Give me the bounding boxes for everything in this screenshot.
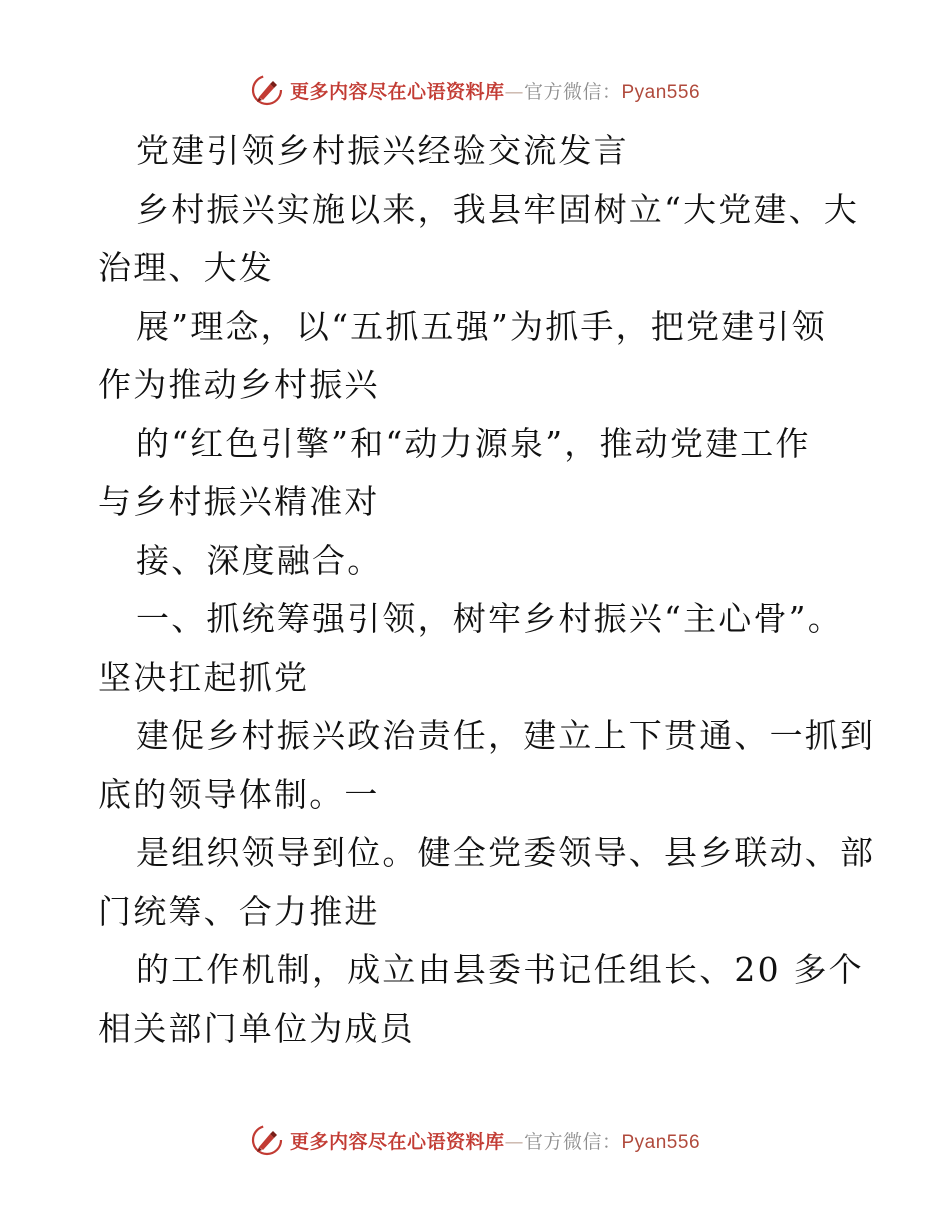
text-line: 是组织领导到位。健全党委领导、县乡联动、部 [136,833,876,872]
text-line: 展”理念，以“五抓五强”为抓手，把党建引领 [136,306,827,346]
watermark-main: 更多内容尽在心语资料库 [289,1130,505,1153]
header-watermark [0,70,950,110]
watermark-sub: 官方微信： [523,80,622,103]
watermark-sub: 官方微信： [523,1130,622,1153]
text-line: 底的领导体制。一 [98,774,380,814]
watermark-text [290,1127,700,1154]
text-line: 建促乡村振兴政治责任，建立上下贯通、一抓到 [136,716,876,755]
watermark-id: Pyan556 [621,81,701,103]
text-line: 接、深度融合。 [136,540,383,580]
text-line: 的“红色引擎”和“动力源泉”，推动党建工作 [136,423,811,463]
text-line: 党建引领乡村振兴经验交流发言 [136,131,629,170]
red-flame-pen-logo-icon [250,73,284,107]
text-line: 门统筹、合力推进 [98,891,380,931]
watermark-dash: — [504,1130,524,1153]
text-line: 一、抓统筹强引领，树牢乡村振兴“主心骨”。 [136,599,843,638]
text-line: 坚决扛起抓党 [98,657,310,697]
text-line: 相关部门单位为成员 [98,1008,415,1048]
text-line: 作为推动乡村振兴 [98,365,380,404]
document-body [98,122,876,1058]
text-line: 治理、大发 [98,248,274,287]
watermark-dash: — [504,80,524,103]
text-line: 的工作机制，成立由县委书记任组长、20 多个 [136,950,864,989]
text-line: 乡村振兴实施以来，我县牢固树立“大党建、大 [136,189,860,229]
red-flame-pen-logo-icon [250,1123,284,1157]
watermark-id: Pyan556 [621,1131,701,1153]
watermark-main: 更多内容尽在心语资料库 [289,80,505,103]
watermark-text [290,77,700,104]
footer-watermark [0,1120,950,1160]
text-line: 与乡村振兴精准对 [98,482,380,521]
